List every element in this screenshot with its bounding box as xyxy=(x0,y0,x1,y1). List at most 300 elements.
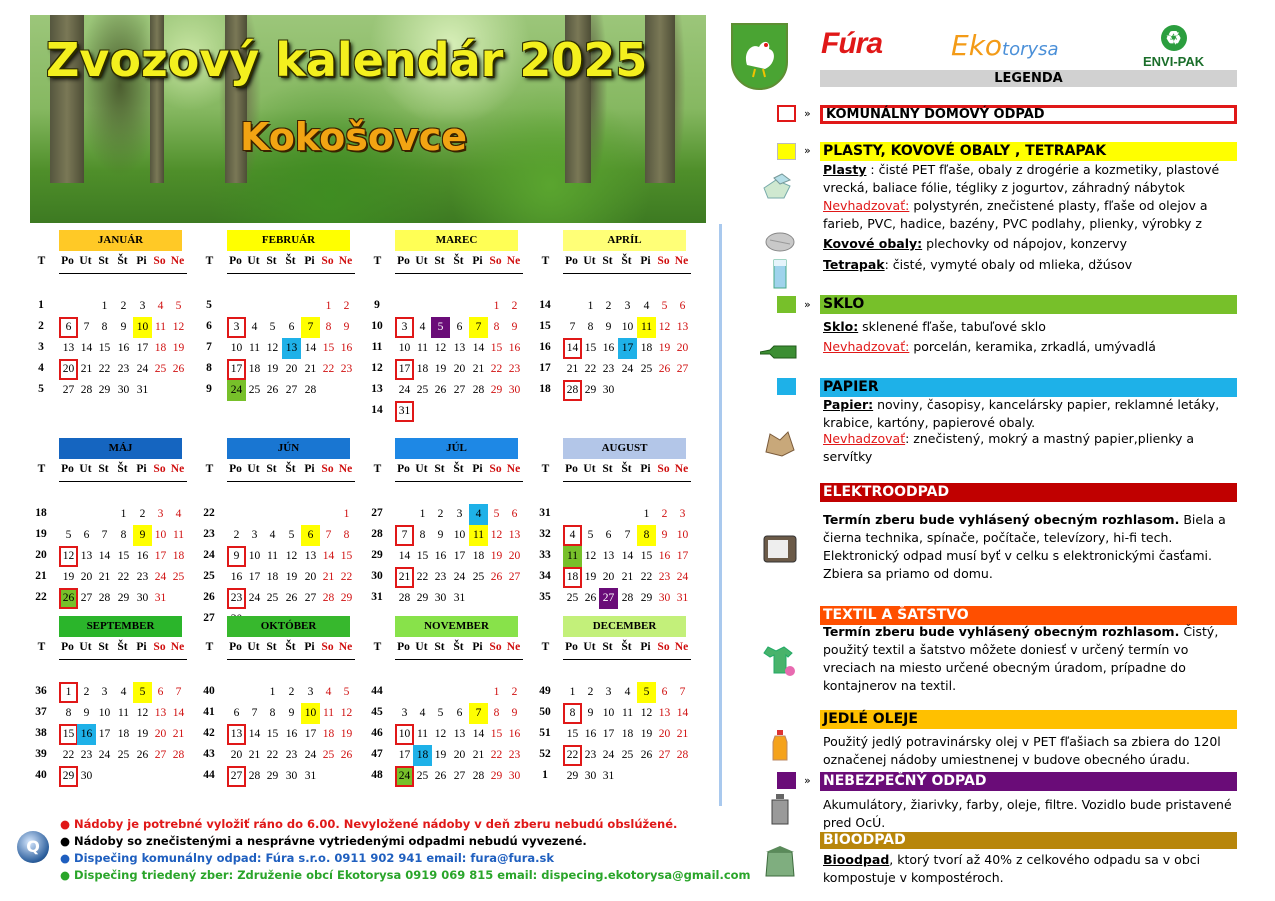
day-cell: 3 xyxy=(624,300,631,312)
papier-label: Papier: xyxy=(823,397,874,412)
week-row xyxy=(30,588,198,609)
day-cell: 11 xyxy=(416,342,429,354)
day-cell: 17 xyxy=(618,338,637,359)
day-cell: 10 xyxy=(133,317,152,338)
day-cell: 11 xyxy=(322,707,335,719)
day-cell: 16 xyxy=(117,342,130,354)
week-row xyxy=(366,724,534,745)
kov-text xyxy=(823,235,1237,253)
week-number: 52 xyxy=(539,748,551,760)
day-cell: 8 xyxy=(65,707,72,719)
day-cell: 25 xyxy=(472,571,485,583)
week-number: 32 xyxy=(539,528,551,540)
week-row xyxy=(366,504,534,525)
day-cell: 26 xyxy=(59,588,78,609)
day-cell: 12 xyxy=(434,728,447,740)
week-row xyxy=(30,338,198,359)
day-cell: 4 xyxy=(120,686,127,698)
week-number: 41 xyxy=(203,706,215,718)
week-number: 19 xyxy=(35,528,47,540)
weekday-label: Ne xyxy=(170,255,185,267)
week-number: 44 xyxy=(371,685,383,697)
week-row xyxy=(534,380,702,401)
weekday-label: Št xyxy=(285,641,296,653)
day-cell: 22 xyxy=(490,363,503,375)
day-cell: 4 xyxy=(469,504,488,525)
day-cell: 8 xyxy=(493,707,500,719)
week-number: 26 xyxy=(203,591,215,603)
day-cell: 1 xyxy=(120,508,127,520)
day-cell: 25 xyxy=(322,749,335,761)
week-row xyxy=(30,703,198,724)
weekday-label: Ne xyxy=(674,463,689,475)
day-cell: 9 xyxy=(661,529,668,541)
day-cell: 20 xyxy=(80,571,93,583)
weekday-label: Št xyxy=(117,255,128,267)
day-cell: 9 xyxy=(587,707,594,719)
tetra-label: Tetrapak xyxy=(823,257,885,272)
week-number: 36 xyxy=(35,685,47,697)
day-cell: 29 xyxy=(98,384,111,396)
day-cell: 14 xyxy=(398,550,411,562)
day-cell: 18 xyxy=(248,363,261,375)
plasty-swatch xyxy=(777,143,796,160)
day-cell: 16 xyxy=(658,550,671,562)
week-number: 30 xyxy=(371,570,383,582)
nebez-text: Akumulátory, žiarivky, farby, oleje, filtre. Vozidlo bude pristavené pred OcÚ. xyxy=(823,797,1232,830)
day-cell: 23 xyxy=(80,749,93,761)
day-cell: 23 xyxy=(340,363,353,375)
day-cell: 22 xyxy=(490,749,503,761)
weekday-label: So xyxy=(489,641,502,653)
day-cell: 10 xyxy=(676,529,689,541)
week-row xyxy=(198,682,366,703)
day-cell: 29 xyxy=(566,770,579,782)
weekday-underline xyxy=(59,659,187,660)
day-cell: 25 xyxy=(266,592,279,604)
elektro-text xyxy=(823,511,1237,583)
week-row xyxy=(534,766,702,787)
week-row xyxy=(198,703,366,724)
week-number: 31 xyxy=(539,507,551,519)
day-cell: 5 xyxy=(493,508,500,520)
day-cell: 6 xyxy=(456,321,463,333)
day-cell: 18 xyxy=(413,745,432,766)
day-cell: 21 xyxy=(395,567,414,588)
komunal-bar: KOMUNÁLNY DOMOVÝ ODPAD xyxy=(820,105,1237,124)
week-row xyxy=(30,525,198,546)
week-row xyxy=(366,766,534,787)
day-cell: 24 xyxy=(676,571,689,583)
month-header: AUGUST xyxy=(563,438,686,459)
week-number: 12 xyxy=(371,362,383,374)
week-number: 16 xyxy=(539,341,551,353)
day-cell: 10 xyxy=(621,321,634,333)
week-number: 11 xyxy=(371,341,383,353)
day-cell: 18 xyxy=(563,567,582,588)
day-cell: 16 xyxy=(434,550,447,562)
day-cell: 15 xyxy=(416,550,429,562)
day-cell: 28 xyxy=(98,592,111,604)
day-cell: 10 xyxy=(154,529,167,541)
day-cell: 2 xyxy=(83,686,90,698)
day-cell: 19 xyxy=(340,728,353,740)
day-cell: 24 xyxy=(304,749,317,761)
day-cell: 30 xyxy=(80,770,93,782)
week-row xyxy=(198,380,366,401)
weekday-label: Pi xyxy=(136,641,147,653)
weekday-underline xyxy=(227,481,355,482)
week-number: 10 xyxy=(371,320,383,332)
sklo-desc: sklenené fľaše, tabuľové sklo xyxy=(858,319,1046,334)
day-cell: 26 xyxy=(640,749,653,761)
day-cell: 27 xyxy=(508,571,521,583)
week-number: 37 xyxy=(35,706,47,718)
weekday-label: Po xyxy=(397,641,410,653)
day-cell: 7 xyxy=(251,707,258,719)
day-cell: 25 xyxy=(640,363,653,375)
day-cell: 30 xyxy=(602,384,615,396)
day-cell: 7 xyxy=(301,317,320,338)
day-cell: 15 xyxy=(266,728,279,740)
weekday-label: St xyxy=(266,255,277,267)
oleje-text: Použitý jedlý potravinársky olej v PET fľašiach sa zbiera do 120l označenej nádoby umiestnenej v budove obecného úradu. xyxy=(823,734,1221,767)
papier-nev-text xyxy=(823,430,1237,466)
week-number: 33 xyxy=(539,549,551,561)
weekday-label: Po xyxy=(565,463,578,475)
weekday-label: Ut xyxy=(247,255,260,267)
day-cell: 7 xyxy=(175,686,182,698)
day-cell: 6 xyxy=(157,686,164,698)
papier-desc: noviny, časopisy, kancelársky papier, reklamné letáky, krabice, kartóny, papierové obaly. xyxy=(823,397,1220,430)
weekday-label: T xyxy=(541,463,550,475)
day-cell: 7 xyxy=(469,317,488,338)
week-number: 7 xyxy=(206,341,212,353)
day-cell: 17 xyxy=(602,728,615,740)
elektro-bar: ELEKTROODPAD xyxy=(820,483,1237,502)
day-cell: 19 xyxy=(136,728,149,740)
week-number: 9 xyxy=(206,383,212,395)
day-cell: 2 xyxy=(437,508,444,520)
day-cell: 7 xyxy=(569,321,576,333)
weekday-label: Ne xyxy=(674,255,689,267)
day-cell: 12 xyxy=(136,707,149,719)
month-header: SEPTEMBER xyxy=(59,616,182,637)
day-cell: 28 xyxy=(398,592,411,604)
day-cell: 20 xyxy=(602,571,615,583)
weekday-label: Ut xyxy=(415,463,428,475)
sklo-nev-desc: porcelán, keramika, zrkadlá, umývadlá xyxy=(909,339,1156,354)
week-number: 44 xyxy=(203,769,215,781)
week-row xyxy=(366,682,534,703)
logo-eko: Eko xyxy=(951,29,1003,62)
day-cell: 12 xyxy=(434,342,447,354)
recycle-icon: ♻ xyxy=(1161,25,1187,51)
day-cell: 3 xyxy=(395,317,414,338)
week-number: 18 xyxy=(539,383,551,395)
day-cell: 13 xyxy=(676,321,689,333)
day-cell: 2 xyxy=(587,686,594,698)
day-cell: 28 xyxy=(304,384,317,396)
day-cell: 19 xyxy=(434,749,447,761)
day-cell: 7 xyxy=(325,529,332,541)
oleje-bar: JEDLÉ OLEJE xyxy=(820,710,1237,729)
day-cell: 17 xyxy=(154,550,167,562)
day-cell: 10 xyxy=(395,724,414,745)
day-cell: 12 xyxy=(490,529,503,541)
weekday-header xyxy=(198,640,366,658)
week-row xyxy=(30,317,198,338)
day-cell: 19 xyxy=(640,728,653,740)
week-row xyxy=(30,682,198,703)
note-line: ● Nádoby so znečistenými a nesprávne vytriedenými odpadmi nebudú vyvezené. xyxy=(60,834,587,848)
day-cell: 4 xyxy=(419,321,426,333)
week-row xyxy=(366,401,534,422)
weekday-label: St xyxy=(602,255,613,267)
day-cell: 5 xyxy=(661,300,668,312)
week-number: 45 xyxy=(371,706,383,718)
day-cell: 22 xyxy=(117,571,130,583)
weekday-label: Po xyxy=(229,641,242,653)
weekday-label: St xyxy=(266,641,277,653)
day-cell: 12 xyxy=(658,321,671,333)
day-cell: 10 xyxy=(453,529,466,541)
week-number: 39 xyxy=(35,748,47,760)
weekday-header xyxy=(30,462,198,480)
day-cell: 12 xyxy=(640,707,653,719)
day-cell: 16 xyxy=(584,728,597,740)
week-number: 4 xyxy=(38,362,44,374)
day-cell: 10 xyxy=(398,342,411,354)
day-cell: 6 xyxy=(605,529,612,541)
day-cell: 3 xyxy=(227,317,246,338)
weekday-label: T xyxy=(205,255,214,267)
fura-logo: Fúra xyxy=(821,27,883,60)
day-cell: 5 xyxy=(175,300,182,312)
week-number: 50 xyxy=(539,706,551,718)
day-cell: 29 xyxy=(117,592,130,604)
day-cell: 7 xyxy=(83,321,90,333)
day-cell: 11 xyxy=(266,550,279,562)
weekday-label: St xyxy=(434,641,445,653)
day-cell: 19 xyxy=(658,342,671,354)
day-cell: 29 xyxy=(340,592,353,604)
week-row xyxy=(366,338,534,359)
day-cell: 1 xyxy=(101,300,108,312)
week-number: 6 xyxy=(206,320,212,332)
day-cell: 19 xyxy=(584,571,597,583)
week-row xyxy=(30,724,198,745)
week-row xyxy=(366,588,534,609)
day-cell: 22 xyxy=(563,745,582,766)
day-cell: 3 xyxy=(101,686,108,698)
week-row xyxy=(366,380,534,401)
month-header: MAREC xyxy=(395,230,518,251)
day-cell: 6 xyxy=(233,707,240,719)
textil-desc: Čistý, použitý textil a šatstvo môžete doniesť v určený termín vo vreciach na miesto určené obecným úradom, prípadne do kontajnerov na textil. xyxy=(823,624,1219,693)
month-header: OKTÓBER xyxy=(227,616,350,637)
logos xyxy=(725,15,1245,75)
weekday-label: Ne xyxy=(506,255,521,267)
weekday-label: Pi xyxy=(304,641,315,653)
day-cell: 23 xyxy=(434,571,447,583)
day-cell: 4 xyxy=(269,529,276,541)
weekday-underline xyxy=(59,273,187,274)
sklo-bar: SKLO xyxy=(820,295,1237,314)
tetra-text xyxy=(823,256,1237,274)
day-cell: 9 xyxy=(227,546,246,567)
week-number: 22 xyxy=(35,591,47,603)
day-cell: 31 xyxy=(453,592,466,604)
day-cell: 27 xyxy=(599,588,618,609)
day-cell: 14 xyxy=(172,707,185,719)
day-cell: 25 xyxy=(172,571,185,583)
weekday-label: Pi xyxy=(304,255,315,267)
day-cell: 14 xyxy=(322,550,335,562)
weekday-label: Št xyxy=(621,463,632,475)
weekday-label: Ne xyxy=(170,463,185,475)
weekday-underline xyxy=(563,659,691,660)
day-cell: 17 xyxy=(248,571,261,583)
day-cell: 15 xyxy=(640,550,653,562)
week-number: 14 xyxy=(539,299,551,311)
day-cell: 26 xyxy=(434,770,447,782)
plastic-bottles-icon xyxy=(760,170,800,204)
day-cell: 14 xyxy=(563,338,582,359)
arrow-icon: » xyxy=(804,774,811,787)
weekday-label: Ne xyxy=(338,255,353,267)
weekday-label: So xyxy=(489,463,502,475)
weekday-label: St xyxy=(98,641,109,653)
week-number: 40 xyxy=(203,685,215,697)
day-cell: 14 xyxy=(80,342,93,354)
day-cell: 29 xyxy=(490,770,503,782)
weekday-header xyxy=(366,462,534,480)
week-row xyxy=(366,567,534,588)
day-cell: 25 xyxy=(416,384,429,396)
day-cell: 20 xyxy=(230,749,243,761)
note-line: ● Dispečing triedený zber: Združenie obcí Ekotorysa 0919 069 815 email: dispecing.ekotorysa@gmail.com xyxy=(60,868,751,882)
day-cell: 17 xyxy=(227,359,246,380)
week-number: 20 xyxy=(35,549,47,561)
week-number: 14 xyxy=(371,404,383,416)
day-cell: 1 xyxy=(493,686,500,698)
day-cell: 16 xyxy=(285,728,298,740)
day-cell: 23 xyxy=(508,363,521,375)
week-row xyxy=(198,745,366,766)
day-cell: 30 xyxy=(508,770,521,782)
weekday-header xyxy=(198,254,366,272)
weekday-label: Ne xyxy=(338,641,353,653)
week-row xyxy=(534,588,702,609)
day-cell: 20 xyxy=(508,550,521,562)
day-cell: 17 xyxy=(136,342,149,354)
day-cell: 1 xyxy=(59,682,78,703)
day-cell: 31 xyxy=(676,592,689,604)
day-cell: 30 xyxy=(434,592,447,604)
week-number: 8 xyxy=(206,362,212,374)
weekday-underline xyxy=(395,273,523,274)
day-cell: 20 xyxy=(154,728,167,740)
day-cell: 28 xyxy=(472,770,485,782)
day-cell: 27 xyxy=(304,592,317,604)
day-cell: 13 xyxy=(154,707,167,719)
week-number: 21 xyxy=(35,570,47,582)
week-row xyxy=(30,766,198,787)
weekday-label: Po xyxy=(229,255,242,267)
day-cell: 21 xyxy=(566,363,579,375)
weekday-label: T xyxy=(541,641,550,653)
sklo-swatch xyxy=(777,296,796,313)
weekday-label: St xyxy=(98,463,109,475)
logo-envipak: ENVI-PAK xyxy=(1143,54,1205,69)
day-cell: 18 xyxy=(640,342,653,354)
day-cell: 24 xyxy=(227,380,246,401)
weekday-label: Št xyxy=(453,641,464,653)
nevhadzovat-label: Nevhadzovať xyxy=(823,431,906,446)
elektro-bold: Termín zberu bude vyhlásený obecným rozhlasom. xyxy=(823,512,1180,527)
tetra-desc: : čisté, vymyté obaly od mlieka, džúsov xyxy=(884,257,1133,272)
day-cell: 15 xyxy=(340,550,353,562)
weekday-header xyxy=(30,640,198,658)
weekday-label: Ut xyxy=(583,255,596,267)
month-header: JÚN xyxy=(227,438,350,459)
day-cell: 6 xyxy=(59,317,78,338)
day-cell: 23 xyxy=(285,749,298,761)
weekday-label: Št xyxy=(621,641,632,653)
day-cell: 11 xyxy=(117,707,130,719)
day-cell: 31 xyxy=(136,384,149,396)
day-cell: 3 xyxy=(157,508,164,520)
day-cell: 13 xyxy=(602,550,615,562)
weekday-label: Po xyxy=(61,463,74,475)
weekday-label: Po xyxy=(397,463,410,475)
weekday-label: St xyxy=(434,255,445,267)
month-header: JÚL xyxy=(395,438,518,459)
day-cell: 1 xyxy=(643,508,650,520)
day-cell: 14 xyxy=(472,728,485,740)
day-cell: 9 xyxy=(343,321,350,333)
weekday-label: So xyxy=(321,463,334,475)
day-cell: 22 xyxy=(584,363,597,375)
day-cell: 19 xyxy=(285,571,298,583)
day-cell: 9 xyxy=(605,321,612,333)
papier-text xyxy=(823,396,1237,432)
week-row xyxy=(198,588,366,609)
kov-label: Kovové obaly: xyxy=(823,236,923,251)
day-cell: 5 xyxy=(437,707,444,719)
day-cell: 14 xyxy=(621,550,634,562)
weekday-label: Št xyxy=(117,641,128,653)
week-number: 18 xyxy=(35,507,47,519)
day-cell: 3 xyxy=(456,508,463,520)
week-number: 43 xyxy=(203,748,215,760)
day-cell: 22 xyxy=(266,749,279,761)
day-cell: 27 xyxy=(154,749,167,761)
weekday-underline xyxy=(227,659,355,660)
week-row xyxy=(30,504,198,525)
day-cell: 11 xyxy=(563,546,582,567)
week-row xyxy=(534,745,702,766)
day-cell: 19 xyxy=(266,363,279,375)
day-cell: 20 xyxy=(453,363,466,375)
day-cell: 28 xyxy=(172,749,185,761)
weekday-label: T xyxy=(205,463,214,475)
glass-bottle-icon xyxy=(760,334,800,368)
day-cell: 22 xyxy=(322,363,335,375)
weekday-label: Št xyxy=(285,463,296,475)
weekday-label: Po xyxy=(61,255,74,267)
